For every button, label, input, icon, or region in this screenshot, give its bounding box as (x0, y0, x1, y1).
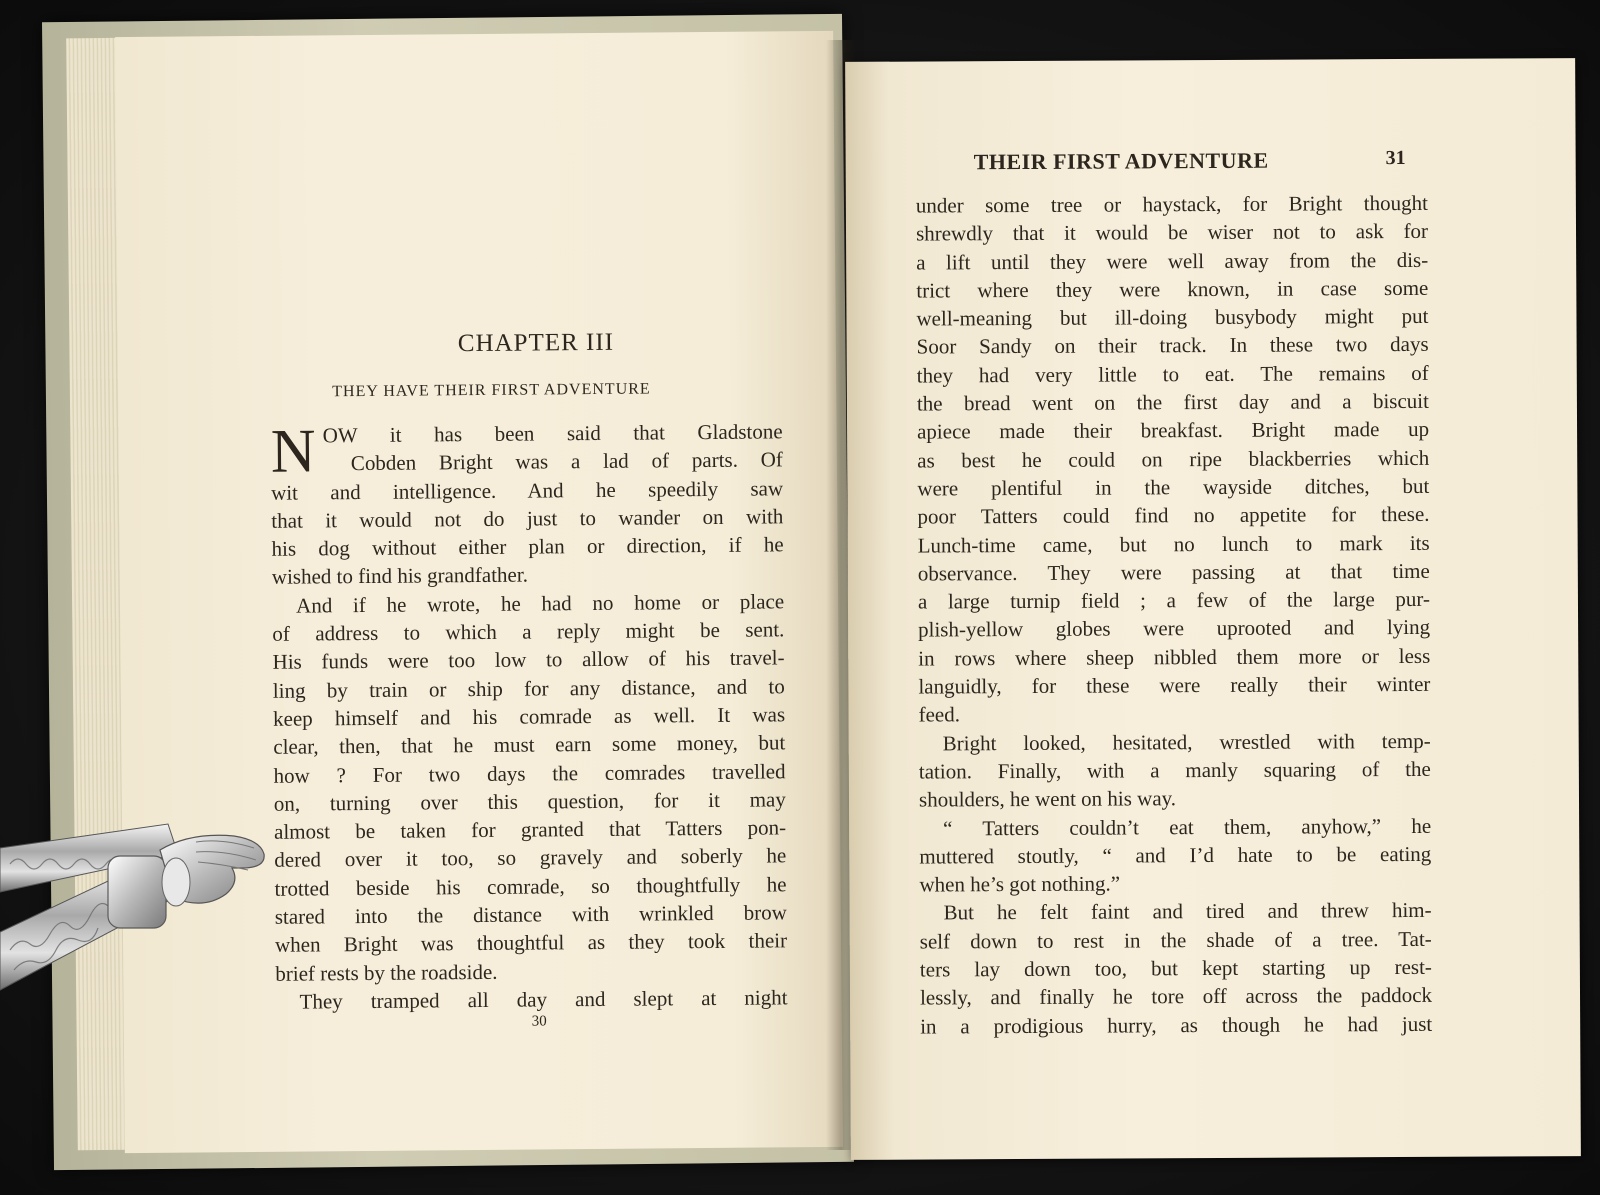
right-page (845, 58, 1581, 1160)
text-line: ling by train or ship for any distance, and to (272, 674, 785, 703)
text-line: They tramped all day and slept at night (299, 985, 788, 1014)
text-line: “ Tatters couldn’t eat them, anyhow,” he (943, 813, 1432, 840)
text-line: a lift until they were well away from the dis- (916, 247, 1429, 275)
text-line: were plentiful in the wayside ditches, but (917, 473, 1430, 501)
drop-cap: N (270, 417, 316, 486)
text-line: wit and intelligence. And he speedily saw (271, 475, 784, 505)
text-line: Bright looked, hesitated, wrestled with temp- (942, 728, 1431, 756)
running-head: THEIR FIRST ADVENTURE (973, 147, 1269, 175)
text-line: And if he wrote, he had no home or place (296, 589, 785, 618)
text-line: a large turnip field ; a few of the large pur- (917, 587, 1431, 614)
page-number: 31 (1385, 146, 1406, 170)
text-line: that it would not do just to wander on with (271, 504, 784, 533)
text-line: trotted beside his comrade, so thoughtfully he (274, 872, 787, 901)
text-line: But he felt faint and tired and threw him- (943, 898, 1432, 925)
text-line: lessly, and finally he tore off across the paddock (919, 983, 1433, 1010)
text-line: on, turning over this question, for it may (273, 787, 786, 816)
opening-paragraph (270, 417, 783, 486)
text-line: they had very little to eat. The remains of (916, 360, 1429, 388)
text-line: clear, then, that he must earn some money, but (273, 730, 786, 760)
text-line: feed. (918, 702, 961, 727)
text-line: when Bright was thoughtful as they took their (274, 928, 788, 958)
text-line: Cobden Bright was a lad of parts. Of (350, 447, 783, 476)
text-line: in a prodigious hurry, as though he had just (920, 1011, 1433, 1039)
text-line: keep himself and his comrade as well. It was (272, 702, 786, 731)
text-line: brief rests by the roadside. (275, 959, 498, 986)
text-line: tation. Finally, with a manly squaring of the (918, 756, 1431, 784)
text-line: His funds were too low to allow of his travel- (272, 645, 785, 675)
text-line: under some tree or haystack, for Bright thought (915, 190, 1428, 218)
silver-hand-bookmark-icon (0, 820, 300, 1020)
page-number: 30 (531, 1013, 547, 1030)
text-line: Soor Sandy on their track. In these two days (916, 332, 1429, 360)
text-line: his dog without either plan or direction, if he (271, 532, 784, 561)
text-line: poor Tatters could find no appetite for these. (917, 502, 1430, 529)
text-line: self down to rest in the shade of a tree. Tat- (919, 926, 1432, 954)
text-line: stared into the distance with wrinkled brow (274, 900, 787, 929)
chapter-title: CHAPTER III (457, 328, 615, 358)
text-line: dered over it too, so gravely and soberly he (274, 843, 787, 873)
text-line: plish-yellow globes were uprooted and lying (918, 615, 1431, 642)
text-line: of address to which a reply might be sent. (272, 617, 785, 646)
text-line: when he’s got nothing.” (919, 871, 1121, 897)
text-line: wished to find his grandfather. (271, 563, 528, 590)
text-line: ters lay down too, but kept starting up rest- (919, 954, 1432, 982)
text-line: how ? For two days the comrades travelled (273, 758, 786, 788)
text-line: trict where they were known, in case some (916, 275, 1429, 303)
chapter-subtitle: THEY HAVE THEIR FIRST ADVENTURE (332, 380, 651, 401)
text-line: shrewdly that it would be wiser not to ask for (915, 219, 1429, 246)
text-line: the bread went on the first day and a biscuit (916, 388, 1429, 416)
text-line: languidly, for these were really their winter (918, 671, 1431, 699)
text-line: almost be taken for granted that Tatters pon- (273, 815, 787, 844)
text-line: Lunch-time came, but no lunch to mark its (917, 530, 1430, 558)
left-page-text (271, 417, 788, 1016)
text-line: muttered stoutly, “ and I’d hate to be eating (919, 841, 1432, 869)
text-line: observance. They were passing at that time (917, 558, 1430, 586)
text-line: well-meaning but ill-doing busybody might put (916, 304, 1429, 331)
right-page-text (916, 189, 1432, 1041)
text-line: in rows where sheep nibbled them more or less (918, 643, 1431, 671)
text-line: shoulders, he went on his way. (918, 786, 1177, 812)
text-line: apiece made their breakfast. Bright made up (917, 417, 1430, 444)
text-line: as best he could on ripe blackberries which (917, 445, 1430, 473)
text-line: OW it has been said that Gladstone (322, 419, 783, 448)
